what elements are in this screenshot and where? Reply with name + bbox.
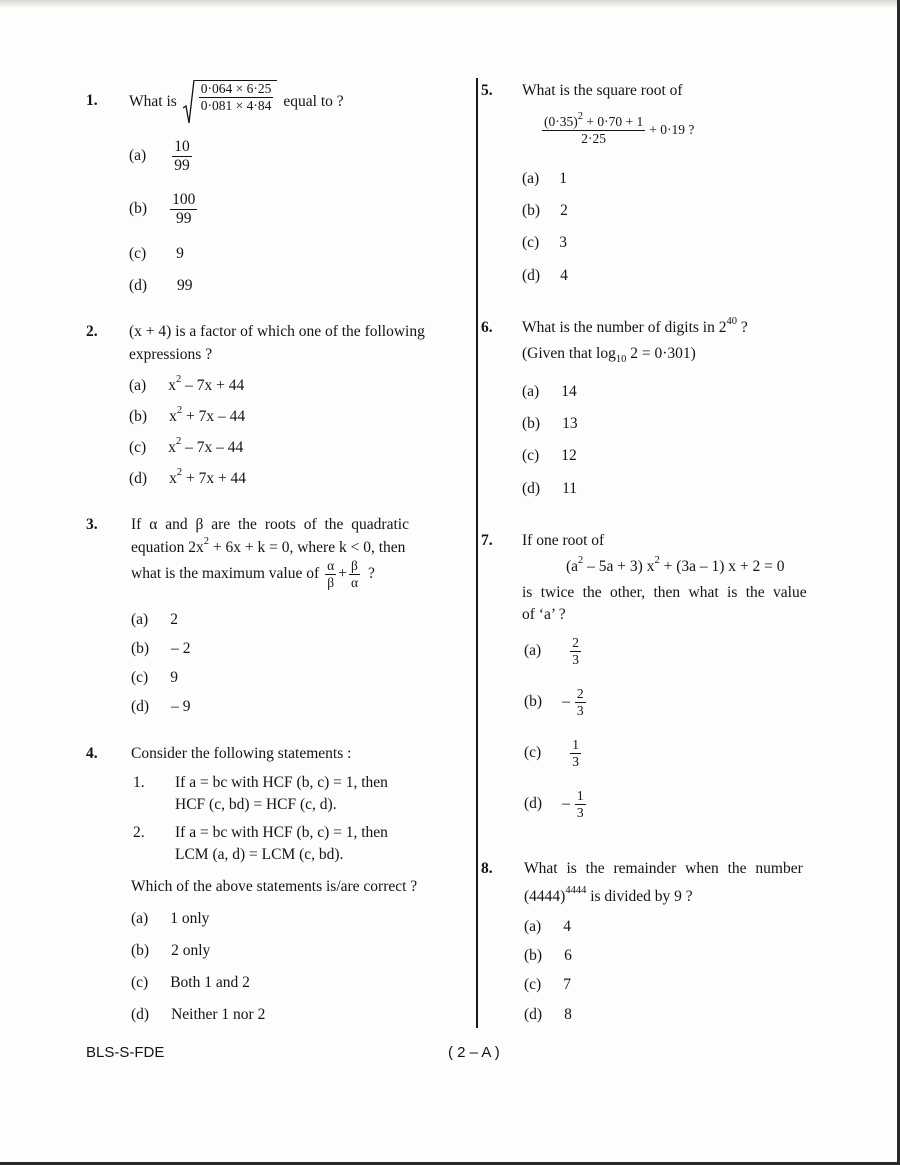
- option-label: (d): [524, 795, 543, 813]
- option-text: Neither 1 nor 2: [171, 1006, 266, 1023]
- equation-part: + (3a – 1) x + 2 = 0: [659, 558, 785, 575]
- option-text: 99: [176, 277, 193, 294]
- question-number: 7.: [481, 532, 493, 549]
- statement-1-number: 1.: [133, 774, 145, 791]
- option-text: 7: [563, 976, 571, 993]
- option-label: (d): [129, 277, 148, 294]
- option-label: (a): [129, 377, 147, 394]
- option-label: (b): [522, 415, 541, 432]
- option-text: – 2: [171, 640, 191, 657]
- option-text: 4: [563, 918, 571, 935]
- exponent: 40: [726, 315, 737, 327]
- exponent: 4444: [565, 884, 587, 896]
- question-text: What is: [129, 93, 177, 110]
- option-a[interactable]: [524, 918, 571, 936]
- booklet-code: BLS-S-FDE: [86, 1044, 165, 1061]
- radicand-denominator: 0·081 × 4·84: [200, 97, 272, 113]
- option-label: (b): [524, 693, 543, 711]
- option-label: (c): [131, 669, 149, 686]
- fraction-numerator: β: [351, 558, 358, 573]
- fraction-denominator: 99: [174, 156, 190, 174]
- option-text-rest: + 7x + 44: [182, 470, 247, 487]
- question-text-line-1: If one root of: [522, 532, 605, 549]
- option-text: 1 only: [170, 910, 210, 927]
- exponent: 2: [175, 373, 182, 385]
- statement-1-line-2: HCF (c, bd) = HCF (c, d).: [175, 796, 337, 813]
- option-a[interactable]: [522, 170, 567, 188]
- option-label: (c): [129, 439, 147, 456]
- fraction-denominator: 3: [576, 702, 584, 718]
- option-label: (b): [522, 202, 541, 219]
- exponent: 2: [578, 554, 584, 566]
- option-text: 1: [559, 170, 567, 187]
- given-text: (Given that log: [522, 345, 616, 362]
- question-number: 1.: [86, 92, 98, 109]
- option-c[interactable]: [524, 737, 583, 769]
- option-b[interactable]: [131, 942, 210, 960]
- exponent: 2: [176, 404, 183, 416]
- fraction-denominator: 2·25: [581, 130, 606, 146]
- exponent: 2: [203, 535, 209, 547]
- question-number: 3.: [86, 516, 98, 533]
- option-text: 13: [562, 415, 578, 432]
- option-text-rest: – 7x – 44: [181, 439, 244, 456]
- option-a[interactable]: [522, 383, 577, 401]
- exponent: 2: [654, 554, 660, 566]
- option-text: 2 only: [171, 942, 211, 959]
- statement-2-line-1: If a = bc with HCF (b, c) = 1, then: [175, 824, 388, 841]
- statement-2-line-2: LCM (a, d) = LCM (c, bd).: [175, 846, 344, 863]
- question-text-line-2: [524, 884, 693, 906]
- option-d[interactable]: [131, 698, 190, 716]
- question-text: what is the maximum value of: [131, 565, 320, 583]
- option-text: 8: [564, 1006, 572, 1023]
- option-d[interactable]: [522, 480, 577, 498]
- column-divider: [476, 78, 478, 1028]
- option-label: (a): [524, 642, 542, 660]
- option-text: 4: [560, 267, 568, 284]
- question-text: What is the square root of: [522, 82, 683, 99]
- question-text-rest: is divided by 9 ?: [586, 888, 693, 905]
- question-text-line-2: [522, 345, 696, 366]
- question-text-line-3: [131, 558, 375, 590]
- option-label: (a): [129, 147, 147, 165]
- equation-text: equation 2x: [131, 539, 204, 556]
- option-d[interactable]: [524, 788, 588, 820]
- question-text: Which of the above statements is/are correct ?: [131, 878, 418, 895]
- option-text: 9: [170, 669, 178, 686]
- option-text: 2: [170, 611, 178, 628]
- fraction-numerator: 10: [174, 138, 190, 155]
- option-label: (d): [129, 470, 148, 487]
- option-a[interactable]: [129, 373, 245, 395]
- fraction-numerator: 2: [576, 686, 584, 701]
- option-text: x: [168, 377, 176, 394]
- equation: [566, 554, 785, 576]
- option-text: 9: [176, 245, 184, 262]
- option-label: (c): [524, 744, 542, 762]
- option-text-rest: – 7x + 44: [181, 377, 245, 394]
- option-label: (c): [522, 234, 540, 251]
- exponent: 2: [577, 110, 583, 122]
- option-d[interactable]: [522, 267, 568, 285]
- option-label: (a): [524, 918, 542, 935]
- scan-top-shadow: [0, 0, 900, 8]
- question-number: 8.: [481, 860, 493, 877]
- option-d[interactable]: [524, 1006, 572, 1024]
- option-a[interactable]: [131, 611, 178, 629]
- option-d[interactable]: [131, 1006, 265, 1024]
- expression: [540, 110, 695, 146]
- option-label: (d): [522, 267, 541, 284]
- exponent: 2: [175, 435, 182, 447]
- radical-sign-icon: [183, 80, 195, 124]
- exponent: 2: [176, 466, 183, 478]
- minus-sign: –: [562, 693, 570, 711]
- option-b[interactable]: [522, 415, 578, 433]
- question-text-line-4: of ‘a’ ?: [522, 606, 566, 623]
- fraction-numerator: α: [327, 558, 335, 573]
- fraction-denominator: β: [327, 574, 335, 590]
- question-text-line-1: If α and β are the roots of the quadratic: [131, 516, 409, 533]
- option-text: 14: [561, 383, 577, 400]
- question-text-line-1: What is the remainder when the number: [524, 860, 803, 877]
- question-number: 5.: [481, 82, 493, 99]
- question-number: 4.: [86, 745, 98, 762]
- option-label: (c): [131, 974, 149, 991]
- fraction-numerator: 2: [572, 635, 579, 650]
- question-text-line-1: [522, 315, 748, 337]
- option-label: (a): [131, 611, 149, 628]
- option-label: (c): [524, 976, 542, 993]
- option-label: (d): [524, 1006, 543, 1023]
- option-label: (b): [524, 947, 543, 964]
- option-c[interactable]: [131, 974, 250, 992]
- option-label: (c): [129, 245, 147, 262]
- equation-part: – 5a + 3) x: [583, 558, 655, 575]
- equation-part: (a: [566, 558, 579, 575]
- option-c[interactable]: [522, 234, 567, 252]
- question-text-end: equal to ?: [283, 93, 344, 110]
- fraction-denominator: 3: [576, 804, 584, 820]
- option-text: 12: [561, 447, 577, 464]
- option-text: 3: [559, 234, 567, 251]
- option-text-rest: + 7x – 44: [182, 408, 246, 425]
- option-c[interactable]: [524, 976, 571, 994]
- fraction-numerator: 1: [576, 788, 584, 803]
- question-number: 2.: [86, 323, 98, 340]
- option-b[interactable]: [524, 947, 572, 965]
- option-b[interactable]: [129, 404, 246, 426]
- given-text-rest: 2 = 0·301): [626, 345, 696, 362]
- fraction-numerator: 1: [572, 737, 579, 752]
- fraction-denominator: 3: [572, 753, 579, 769]
- option-label: (b): [129, 408, 148, 425]
- option-b[interactable]: [131, 640, 190, 658]
- question-text: What is the number of digits in 2: [522, 319, 727, 336]
- radicand-numerator: 0·064 × 6·25: [200, 81, 272, 96]
- option-text: 6: [564, 947, 572, 964]
- option-label: (a): [522, 383, 540, 400]
- option-a[interactable]: [129, 138, 194, 175]
- option-d[interactable]: [129, 466, 247, 488]
- option-label: (b): [131, 942, 150, 959]
- option-label: (c): [522, 447, 540, 464]
- fraction-denominator: 3: [572, 651, 579, 667]
- option-label: (d): [522, 480, 541, 497]
- equation-text-rest: + 6x + k = 0, where k < 0, then: [209, 539, 406, 556]
- question-stem: [129, 80, 344, 124]
- statement-1-line-1: If a = bc with HCF (b, c) = 1, then: [175, 774, 388, 791]
- option-text: x: [169, 408, 177, 425]
- plus-sign: +: [338, 565, 347, 583]
- option-label: (a): [131, 910, 149, 927]
- statement-2-number: 2.: [133, 824, 145, 841]
- option-a[interactable]: [524, 635, 583, 667]
- option-c[interactable]: [131, 669, 178, 687]
- option-text: Both 1 and 2: [170, 974, 250, 991]
- question-mark: ?: [736, 319, 748, 336]
- option-label: (d): [131, 1006, 150, 1023]
- option-text: – 9: [171, 698, 191, 715]
- question-text-line-3: is twice the other, then what is the value: [522, 584, 807, 601]
- option-c[interactable]: [522, 447, 577, 465]
- option-text: x: [169, 470, 177, 487]
- option-c[interactable]: [129, 435, 244, 457]
- option-label: (d): [131, 698, 150, 715]
- option-text: 2: [560, 202, 568, 219]
- question-text-line-1: (x + 4) is a factor of which one of the following: [129, 323, 425, 340]
- question-mark: ?: [368, 565, 375, 583]
- expression-end: + 0·19 ?: [649, 122, 695, 138]
- option-b[interactable]: [129, 191, 199, 228]
- log-base: 10: [615, 354, 627, 366]
- fraction-denominator: α: [350, 574, 359, 590]
- option-text: x: [168, 439, 176, 456]
- question-text-line-2: expressions ?: [129, 346, 213, 363]
- fraction-numerator: 100: [172, 191, 196, 208]
- option-text: 11: [562, 480, 578, 497]
- number-base: (4444): [524, 888, 566, 905]
- option-b[interactable]: [522, 202, 568, 220]
- option-b[interactable]: [524, 686, 588, 718]
- question-intro: Consider the following statements :: [131, 745, 352, 762]
- minus-sign: –: [562, 795, 570, 813]
- option-label: (b): [129, 200, 148, 218]
- option-label: (a): [522, 170, 540, 187]
- option-c[interactable]: [129, 245, 184, 263]
- option-d[interactable]: [129, 277, 192, 295]
- square-root-expression: [183, 80, 278, 124]
- numerator-rest: + 0·70 + 1: [583, 114, 644, 129]
- question-number: 6.: [481, 319, 493, 336]
- fraction-denominator: 99: [175, 209, 192, 227]
- option-a[interactable]: [131, 910, 209, 928]
- option-label: (b): [131, 640, 150, 657]
- numerator-term: (0·35): [544, 114, 578, 129]
- page-number: ( 2 – A ): [448, 1044, 500, 1061]
- question-text-line-2: [131, 535, 406, 557]
